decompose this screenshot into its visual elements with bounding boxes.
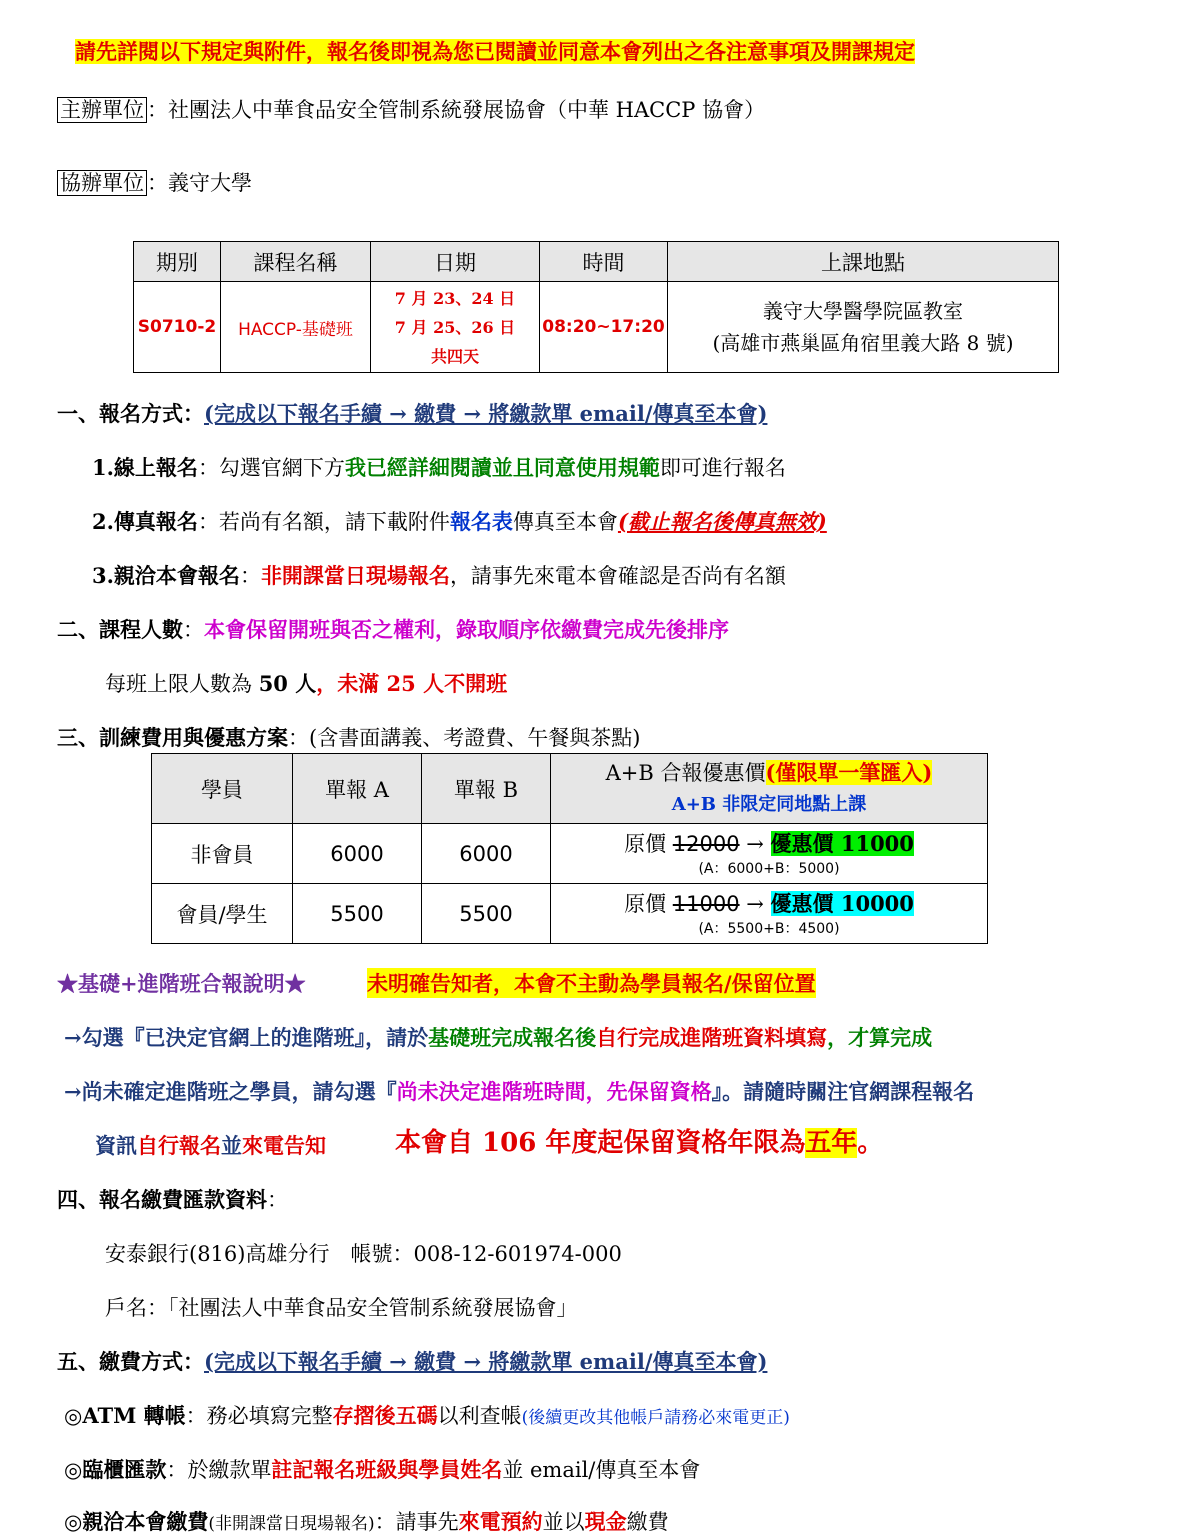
combo-l3-a: 資訊	[95, 1133, 137, 1158]
course-table	[133, 241, 1059, 373]
fee-arrow-2: →	[739, 891, 771, 916]
course-header-date: 日期	[371, 242, 540, 282]
combo-l3-d: 來電告知	[242, 1133, 326, 1158]
course-time: 08:20~17:20	[540, 282, 668, 373]
pay-counter-highlight: 註記報名班級與學員姓名	[271, 1457, 503, 1482]
fee-header-student: 學員	[152, 754, 293, 824]
section-4-colon: ：	[267, 1188, 288, 1212]
notice-text: 請先詳閱以下規定與附件，報名後即視為您已閱讀並同意本會列出之各注意事項及開課規定	[75, 39, 915, 64]
fee-row-nonmember-combo	[551, 824, 988, 884]
fee-orig-price-2: 11000	[672, 891, 740, 916]
reg-fax-warning: (截止報名後傳真無效)	[617, 509, 827, 534]
combo-l1-b: 基礎班完成報名後	[428, 1025, 597, 1050]
section-5-title	[57, 1346, 767, 1376]
course-date-2: 7 月 25、26 日	[394, 317, 516, 337]
section-3-title	[57, 722, 640, 752]
fee-header-combo-limit: (僅限單一筆匯入)	[765, 759, 933, 785]
pay-counter-text: ：於繳款單	[166, 1458, 272, 1482]
section-5-heading: 五、繳費方式：	[57, 1349, 204, 1374]
combo-line-3	[95, 1130, 326, 1160]
co-organizer-value: ：義守大學	[147, 171, 252, 195]
combo-l1-c: 自行完成進階班資料填寫	[596, 1025, 828, 1050]
section-2-policy: 本會保留開班與否之權利，錄取順序依繳費完成先後排序	[204, 617, 729, 642]
course-code: S0710-2	[134, 282, 221, 373]
pay-visit-text-3: 繳費	[626, 1510, 669, 1534]
course-date-1: 7 月 23、24 日	[394, 288, 516, 308]
combo-l3-b: 自行報名	[137, 1133, 221, 1158]
course-location-address: (高雄市燕巢區角宿里義大路 8 號)	[712, 331, 1014, 355]
pay-atm-highlight: 存摺後五碼	[332, 1403, 438, 1428]
combo-retention-text: 本會自 106 年度起保留資格年限為	[395, 1128, 806, 1158]
section-2-title	[57, 614, 729, 644]
section-5-flow: (完成以下報名手續 → 繳費 → 將繳款單 email/傳真至本會)	[204, 1349, 768, 1374]
combo-line-2	[64, 1076, 974, 1106]
fee-table	[151, 753, 988, 944]
pay-visit-highlight: 來電預約	[458, 1509, 543, 1534]
fee-row-member-a: 5500	[293, 884, 422, 944]
combo-warning: 未明確告知者，本會不主動為學員報名/保留位置	[367, 968, 816, 998]
co-organizer-label: 協辦單位	[57, 170, 147, 196]
combo-l3-c: 並	[221, 1133, 242, 1158]
fee-orig-label-1: 原價	[624, 831, 673, 856]
section-3-heading: 三、訓練費用與優惠方案	[57, 725, 288, 750]
organizer-label: 主辦單位	[57, 97, 147, 123]
reg-fax-form: 報名表	[449, 509, 513, 534]
course-header-time: 時間	[540, 242, 668, 282]
fee-row-nonmember-b: 6000	[422, 824, 551, 884]
fee-header-b: 單報 B	[422, 754, 551, 824]
reg-online-label: 1.線上報名	[92, 455, 198, 480]
section-1-heading: 一、報名方式：	[57, 401, 204, 426]
section-1-title	[57, 398, 767, 428]
pay-visit-note: (非開課當日現場報名)	[208, 1514, 375, 1534]
pay-counter-text-2: 並 email/傳真至本會	[502, 1458, 701, 1482]
organizer-value: ：社團法人中華食品安全管制系統發展協會（中華 HACCP 協會）	[147, 98, 766, 122]
reg-fax-text-2: 傳真至本會	[512, 510, 618, 534]
pay-atm-text-2: 以利查帳	[437, 1404, 522, 1428]
pay-visit-cash: 現金	[584, 1509, 627, 1534]
combo-title: ★基礎+進階班合報說明★	[57, 971, 306, 996]
class-size-line	[105, 668, 507, 698]
fee-detail-1: (A：6000+B：5000)	[698, 860, 840, 877]
reg-fax-text: ：若尚有名額，請下載附件	[197, 510, 450, 534]
reg-online-text-end: 即可進行報名	[659, 456, 786, 480]
section-3-note: ：(含書面講義、考證費、午餐與茶點)	[288, 726, 641, 750]
combo-l2-c: 』。請隨時關注官網課程報名	[711, 1079, 975, 1104]
pay-counter-label: ◎臨櫃匯款	[64, 1457, 167, 1482]
fee-detail-2: (A：5500+B：4500)	[698, 920, 840, 937]
course-header-location: 上課地點	[668, 242, 1059, 282]
reg-online-text: ：勾選官網下方	[197, 456, 345, 480]
combo-retention	[395, 1122, 883, 1159]
reg-visit-highlight: 非開課當日現場報名	[260, 563, 450, 588]
reg-visit-line	[92, 560, 786, 590]
class-size-text: 每班上限人數為	[105, 672, 259, 696]
fee-orig-price-1: 12000	[672, 831, 740, 856]
bank-account: 安泰銀行(816)高雄分行 帳號：008-12-601974-000	[105, 1242, 622, 1266]
combo-l1-a: →勾選『已決定官網上的進階班』，請於	[64, 1025, 429, 1050]
reg-online-line	[92, 452, 786, 482]
pay-visit-text-2: 並以	[542, 1510, 585, 1534]
pay-counter-line	[64, 1454, 700, 1484]
fee-orig-label-2: 原價	[624, 891, 673, 916]
class-size-max: 50 人	[258, 671, 317, 696]
fee-row-member-combo	[551, 884, 988, 944]
fee-arrow-1: →	[739, 831, 771, 856]
section-1-flow: (完成以下報名手續 → 繳費 → 將繳款單 email/傳真至本會)	[204, 401, 768, 426]
pay-atm-label: ◎ATM 轉帳	[64, 1403, 186, 1428]
course-header-name: 課程名稱	[221, 242, 371, 282]
reg-fax-line	[92, 506, 827, 536]
course-dates	[371, 282, 540, 373]
organizer-line	[57, 94, 765, 124]
fee-header-a: 單報 A	[293, 754, 422, 824]
course-header-period: 期別	[134, 242, 221, 282]
combo-line-1	[64, 1022, 932, 1052]
co-organizer-line	[57, 167, 252, 197]
fee-row-nonmember-label: 非會員	[152, 824, 293, 884]
combo-l2-b: 尚未決定進階班時間，先保留資格	[396, 1079, 712, 1104]
course-location-name: 義守大學醫學院區教室	[763, 299, 963, 323]
reg-online-agree: 我已經詳細閱讀並且同意使用規範	[344, 455, 660, 480]
pay-visit-label: ◎親洽本會繳費	[64, 1509, 209, 1534]
section-4-heading: 四、報名繳費匯款資料	[57, 1187, 267, 1212]
combo-l1-d: ，才算完成	[827, 1025, 933, 1050]
reg-visit-colon: ：	[239, 564, 261, 588]
fee-row-nonmember-a: 6000	[293, 824, 422, 884]
section-4-title	[57, 1184, 288, 1214]
fee-row-member-label: 會員/學生	[152, 884, 293, 944]
account-holder: 戶名：「社團法人中華食品安全管制系統發展協會」	[105, 1296, 578, 1320]
class-size-min: ，未滿 25 人不開班	[316, 671, 508, 696]
combo-retention-years: 五年	[805, 1128, 858, 1158]
pay-atm-line	[64, 1400, 790, 1430]
pay-visit-line	[64, 1506, 669, 1536]
combo-l2-a: →尚未確定進階班之學員，請勾選『	[64, 1079, 397, 1104]
fee-header-combo-note: A+B 非限定同地點上課	[671, 793, 867, 815]
course-date-total: 共四天	[430, 346, 479, 366]
fee-header-combo	[551, 754, 988, 824]
section-2-colon: ：	[183, 618, 204, 642]
notice-banner	[75, 36, 915, 66]
course-location	[668, 282, 1059, 373]
fee-discount-2: 優惠價 10000	[770, 890, 914, 916]
pay-atm-note: (後續更改其他帳戶請務必來電更正)	[521, 1408, 790, 1428]
reg-visit-text: ，請事先來電本會確認是否尚有名額	[449, 564, 786, 588]
reg-visit-label: 3.親洽本會報名	[92, 563, 240, 588]
fee-row-member-b: 5500	[422, 884, 551, 944]
reg-fax-label: 2.傳真報名	[92, 509, 198, 534]
section-2-heading: 二、課程人數	[57, 617, 183, 642]
combo-retention-end: 。	[857, 1128, 884, 1158]
course-name: HACCP-基礎班	[221, 282, 371, 373]
pay-atm-text: ：務必填寫完整	[185, 1404, 333, 1428]
pay-visit-text: ：請事先	[374, 1510, 459, 1534]
fee-header-combo-label: A+B 合報優惠價	[605, 760, 766, 785]
fee-discount-1: 優惠價 11000	[770, 830, 914, 856]
